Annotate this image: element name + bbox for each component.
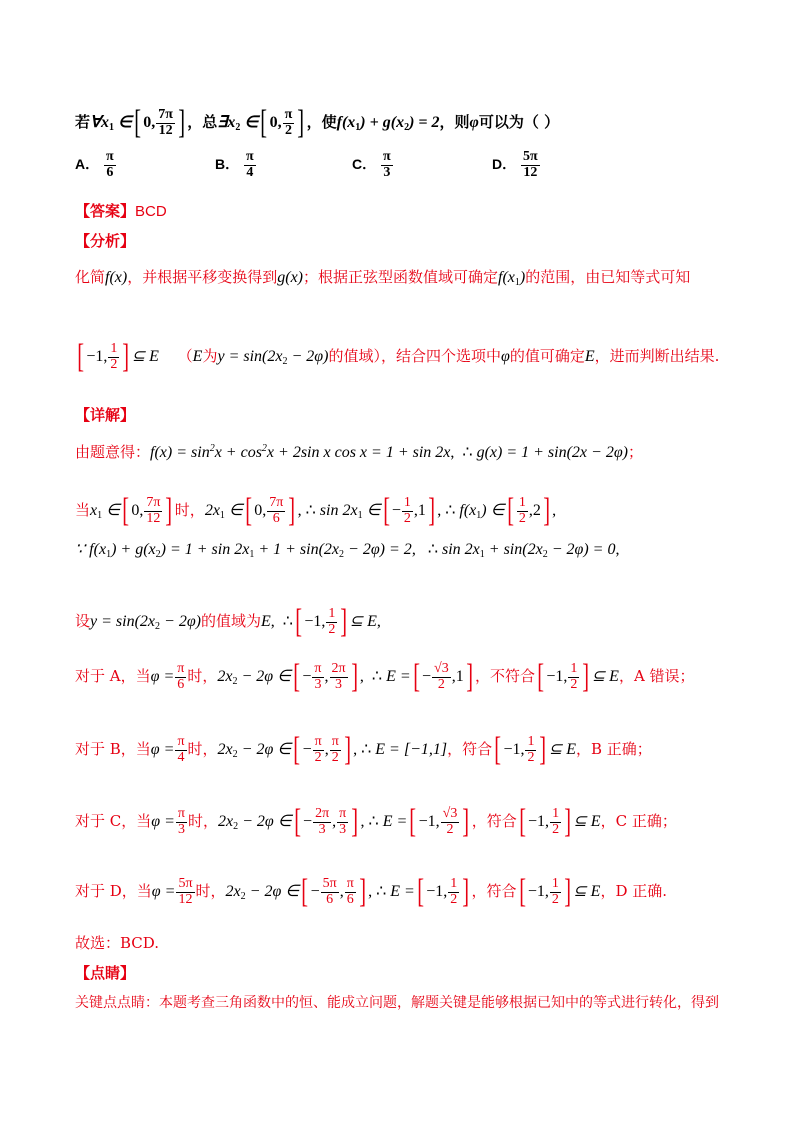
- case-a-line: 对于 A，当φ = $\frac{\pi}{6}$ 时，$2x_2 - 2\varphi$ ∈[ − $\frac{\pi}{3}$ , $\frac{2\pi}{3}$ ] , ∴ E =[ − $\frac{√3}{2}$ ,1] ，不符合[ −1, $\frac{1}{2}$ ] ⊆ E，A 错误；: [75, 658, 695, 695]
- math-phi: φ: [469, 114, 479, 131]
- question-suffix: 可以为（ ）: [478, 113, 560, 131]
- math-exists-x2: $\exists x_2$ ∈: [217, 114, 259, 133]
- option-b-label: B．: [215, 155, 240, 172]
- option-c-label: C．: [352, 155, 377, 172]
- question-mid2: ，使: [306, 113, 337, 131]
- detail-line-4: 设$y = \sin(2x_2 - 2\varphi)$的值域为E, ∴[ −1, $\frac{1}{2}$ ] ⊆ E,: [75, 603, 381, 640]
- case-d-line: 对于 D，当φ = $\frac{5\pi}{12}$ 时，$2x_2 - 2\varphi$ ∈[ − $\frac{5\pi}{6}$ , $\frac{\pi}{6}$ ] , ∴ E =[ −1, $\frac{1}{2}$ ] ，符合[ −1, $\frac{1}{2}$ ] ⊆ E，D 正确.: [75, 873, 668, 910]
- fraction-pi-2: $\frac{\pi}{2}$: [284, 106, 293, 138]
- fraction-7pi-12: $\frac{7\pi}{12}$: [158, 106, 173, 138]
- conclusion: 故选：BCD.: [75, 934, 160, 952]
- detail-line-3: ∵ $f(x_1) + g(x_2) = 1 + \sin 2x_1 + 1 + \sin(2x_2 - 2\varphi) = 2$, ∴ $\sin 2x_1 + \sin(2x_2 - 2\varphi) = 0$,: [75, 541, 620, 560]
- analysis-line-2: [ −1, $\frac{1}{2}$ ] ⊆ E （E为$y = \sin(2x_2 - 2\varphi)$的值域），结合四个选项中φ的值可确定E，进而判断出结果.: [77, 338, 720, 375]
- option-a[interactable]: [75, 150, 117, 180]
- detail-line-1: 由题意得：$f(x) = \sin^2x + \cos^2x + 2\sin$ x cos x = 1 + sin 2x, ∴ g(x) = 1 + sin(2x − 2φ)；: [75, 443, 644, 461]
- detail-tag: 【详解】: [75, 406, 136, 424]
- analysis-tag: 【分析】: [75, 232, 136, 250]
- answer-line: [75, 204, 167, 219]
- answer-tag: 【答案】: [75, 202, 136, 220]
- answer-value: BCD: [135, 203, 167, 220]
- option-a-value: $\frac{\pi}{6}$: [106, 149, 114, 180]
- option-d[interactable]: [492, 150, 541, 180]
- question-line: 若$\forall x_1$ ∈[ 0, $\frac{7\pi}{12}$ ] ，总$\exists x_2$ ∈[ 0, $\frac{\pi}{2}$ ] ，使$f(x_1) + g(x_2) = 2$，则φ可以为（ ）: [75, 104, 560, 141]
- comment-tag: 【点睛】: [75, 964, 136, 982]
- analysis-line-1: 化简f(x)，并根据平移变换得到g(x)；根据正弦型函数值域可确定$f(x_1)$的范围，由已知等式可知: [75, 268, 691, 288]
- option-c-value: $\frac{\pi}{3}$: [383, 149, 391, 180]
- option-c[interactable]: [352, 150, 394, 180]
- math-forall-x1: $\forall x_1$ ∈: [90, 114, 132, 133]
- option-a-label: A．: [75, 155, 100, 172]
- detail-line-2: 当$x_1$ ∈[ 0, $\frac{7\pi}{12}$ ] 时，$2x_1$ ∈[ 0, $\frac{7\pi}{6}$ ] , ∴ $\sin 2x_1$ ∈[ − $\frac{1}{2}$ ,1] , ∴ $f(x_1)$ ∈[ $\frac{1}{2}$ ,2] ,: [75, 492, 557, 529]
- option-b[interactable]: [215, 150, 257, 180]
- option-b-value: $\frac{\pi}{4}$: [246, 149, 254, 180]
- question-mid3: ，则: [439, 113, 470, 131]
- case-c-line: 对于 C，当φ = $\frac{\pi}{3}$ 时，$2x_2 - 2\varphi$ ∈[ − $\frac{2\pi}{3}$ , $\frac{\pi}{3}$ ] , ∴ E =[ −1, $\frac{√3}{2}$ ] ，符合[ −1, $\frac{1}{2}$ ] ⊆ E，C 正确；: [75, 803, 677, 840]
- question-prefix: 若: [75, 113, 91, 131]
- option-d-value: $\frac{5\pi}{12}$: [523, 149, 538, 180]
- math-condition: $f(x_1) + g(x_2) = 2$: [336, 114, 440, 133]
- question-mid1: ，总: [187, 113, 218, 131]
- case-b-line: 对于 B，当φ = $\frac{\pi}{4}$ 时，$2x_2 - 2\varphi$ ∈[ − $\frac{\pi}{2}$ , $\frac{\pi}{2}$ ] , ∴ E = [−1,1]，符合[ −1, $\frac{1}{2}$ ] ⊆ E，B 正确；: [75, 731, 652, 768]
- comment-text: 关键点点睛：本题考查三角函数中的恒、能成立问题，解题关键是能够根据已知中的等式进行转化，得到: [75, 995, 719, 1011]
- option-d-label: D．: [492, 155, 517, 172]
